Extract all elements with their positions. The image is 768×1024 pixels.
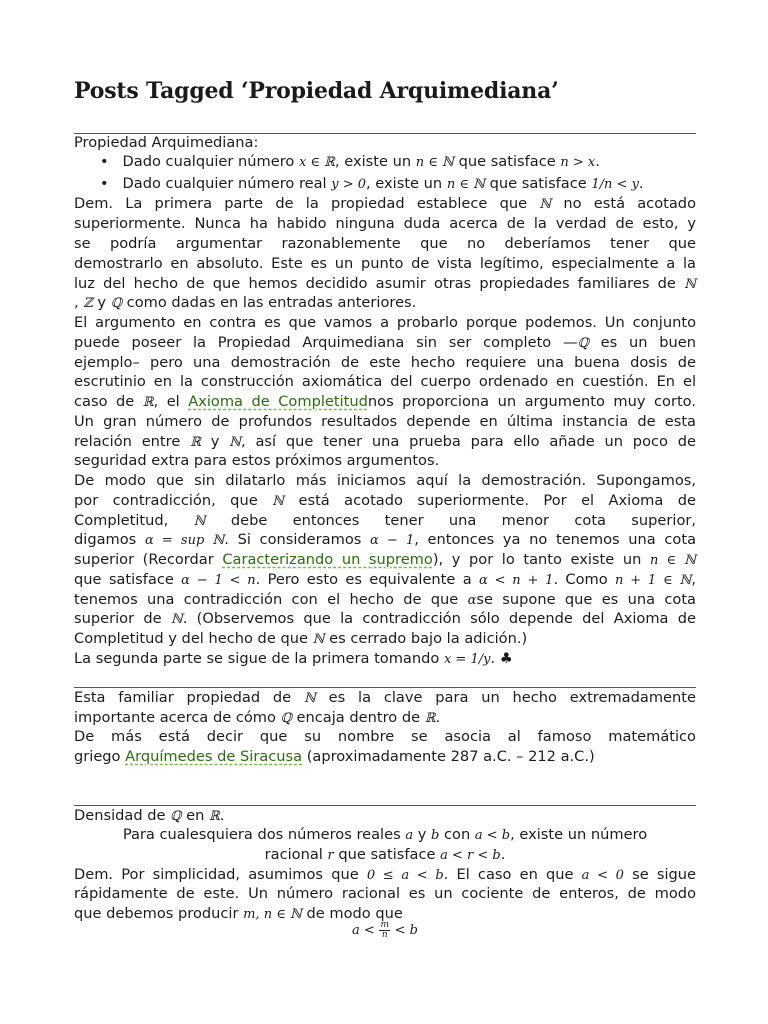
text: que satisface: [338, 846, 436, 863]
text: racional: [264, 846, 323, 863]
text: nos proporciona un argumento muy corto.: [367, 393, 696, 410]
link-axioma-completitud[interactable]: Axioma de Completitud: [188, 393, 368, 410]
text-line: [74, 353, 696, 373]
math: ℕ: [193, 514, 206, 529]
text: que satisface: [489, 175, 587, 192]
text: , existe un número: [510, 826, 648, 843]
text: no está acotado: [563, 195, 696, 212]
text-line: [74, 609, 696, 630]
math: ℚ: [170, 809, 182, 824]
text-line: [74, 708, 696, 729]
text: puede poseer la Propiedad Arquimediana sin ser completo —: [74, 334, 578, 351]
text: (aproximadamente 287 a.C. – 212 a.C.): [306, 748, 595, 765]
page-title: Posts Tagged ‘Propiedad Arquimediana’: [74, 78, 559, 104]
bullet-item: [100, 174, 700, 195]
text: es un buen: [600, 334, 697, 351]
text: .: [595, 153, 600, 170]
math: ℚ: [577, 336, 589, 351]
text: superiormente. Nunca ha habido ninguna duda acerca de la verdad de esto, y: [74, 215, 696, 232]
text: y: [417, 826, 427, 843]
text-line: [74, 570, 696, 591]
text: .: [219, 807, 225, 824]
text: De modo que sin dilatarlo más iniciamos aquí la demostración. Supongamos,: [74, 472, 696, 489]
text: y: [97, 294, 107, 311]
text: con: [444, 826, 471, 843]
text: Dem. La primera parte de la propiedad establece que: [74, 195, 528, 212]
math: ℕ: [539, 197, 552, 212]
text: Para cualesquiera dos números reales: [122, 826, 401, 843]
text: griego: [74, 748, 121, 765]
text: . (Observemos que la contradicción sólo depende del Axioma de: [182, 610, 696, 627]
text: .: [435, 709, 441, 726]
text: ejemplo– pero una demostración de este hecho requiere una buena dosis de: [74, 354, 696, 371]
text: .: [500, 846, 506, 863]
fraction: [379, 921, 390, 940]
text: Dado cualquier número: [122, 153, 295, 170]
text: . Si consideramos: [224, 531, 362, 548]
math: ℝ: [424, 711, 436, 726]
math: α − 1: [370, 533, 415, 548]
text: La segunda parte se sigue de la primera tomando: [74, 650, 440, 667]
text-line: [74, 649, 696, 670]
text: es cerrado bajo la adición.): [329, 630, 528, 647]
text: , existe un: [334, 153, 412, 170]
text: encaja dentro de: [296, 709, 421, 726]
text-line: [74, 293, 696, 314]
text: que debemos producir: [74, 905, 239, 922]
text: ), y por lo tanto existe un: [432, 551, 642, 568]
text: , existe un: [366, 175, 443, 192]
text: tenemos una contradicción con el hecho de que: [74, 591, 459, 608]
text: de modo que: [306, 905, 403, 922]
math: a: [405, 828, 414, 843]
text: .: [490, 650, 496, 667]
text-line: [74, 432, 696, 453]
math: n ∈ ℕ: [446, 177, 485, 192]
text-line: [74, 747, 696, 767]
text-line: [74, 511, 696, 532]
text: luz del hecho de que hemos decidido asumir otras propiedades familiares de: [74, 275, 676, 292]
math: α < n + 1: [478, 573, 554, 588]
text: .: [638, 175, 644, 192]
text-line: [74, 471, 696, 491]
text: n: [381, 929, 388, 940]
text: que satisface: [74, 571, 174, 588]
link-arquimedes[interactable]: Arquímedes de Siracusa: [125, 748, 303, 765]
math: ℕ: [272, 494, 285, 509]
math: ℤ: [83, 296, 93, 311]
text: digamos: [74, 531, 137, 548]
text: escrutinio en la construcción axiomática del cuerpo ordenado en cuestión. En el: [74, 373, 696, 390]
text-line: [74, 550, 696, 571]
math: n > x: [560, 155, 596, 170]
math: ℚ: [280, 711, 292, 726]
text-line: [74, 884, 696, 904]
text: se podría argumentar razonablemente que no deberíamos tener que: [74, 235, 696, 252]
text: demostrarlo en absoluto. Este es un punto de vista legítimo, especialmente a la: [74, 255, 696, 272]
text: Completitud y del hecho de que: [74, 630, 308, 647]
math: n + 1 ∈ ℕ: [615, 573, 692, 588]
text: por contradicción, que: [74, 492, 258, 509]
text: que satisface: [458, 153, 556, 170]
text-line: [74, 234, 696, 254]
math: ℝ: [190, 435, 201, 450]
text: importante acerca de cómo: [74, 709, 276, 726]
math: α − 1 < n: [181, 573, 256, 588]
text: ,: [74, 294, 79, 311]
math: < b: [394, 923, 418, 938]
link-caracterizando-supremo[interactable]: Caracterizando un supremo: [222, 551, 433, 568]
text-line: [74, 254, 696, 274]
math: n ∈ ℕ: [415, 155, 454, 170]
text: •: [100, 175, 109, 192]
math: n ∈ ℕ: [649, 553, 696, 568]
text: en: [186, 807, 205, 824]
text: superior (Recordar: [74, 551, 214, 568]
text: . Como: [553, 571, 608, 588]
math: α = sup ℕ: [144, 533, 225, 548]
text: ,: [691, 571, 696, 588]
text-line: [74, 865, 696, 886]
text: . Pero esto es equivalente a: [255, 571, 472, 588]
text: , así que tener una prueba para ello añade un poco de: [241, 433, 696, 450]
text: se sigue: [632, 866, 696, 883]
math: ℕ: [229, 435, 242, 450]
text-line: [74, 491, 696, 512]
text: Dem. Por simplicidad, asumimos que: [74, 866, 359, 883]
text: es la clave para un hecho extremadamente: [328, 689, 696, 706]
math: a < b: [474, 828, 511, 843]
math: a <: [352, 923, 375, 938]
math: m, n ∈ ℕ: [243, 907, 302, 922]
math: α: [467, 593, 477, 608]
text-line: [74, 194, 696, 215]
text: De más está decir que su nombre se asocia al famoso matemático: [74, 728, 696, 745]
text: como dadas en las entradas anteriores.: [126, 294, 417, 311]
text: . El caso en que: [443, 866, 574, 883]
theorem-line: [74, 825, 696, 846]
text: caso de: [74, 393, 135, 410]
math: a < r < b: [440, 848, 501, 863]
text: m: [380, 919, 389, 930]
text: superior de: [74, 610, 162, 627]
math: x = 1/y: [443, 652, 491, 667]
math: ℝ: [142, 395, 154, 410]
text: Completitud,: [74, 512, 169, 529]
math: ℕ: [684, 277, 697, 292]
math: 1/n < y: [591, 177, 639, 192]
math: 0 ≤ a < b: [366, 868, 444, 883]
text-line: [74, 313, 696, 333]
math: x ∈ ℝ: [298, 155, 335, 170]
math: y > 0: [331, 177, 367, 192]
text: seguridad extra para estos próximos argumentos.: [74, 452, 440, 469]
text: Un gran número de profundos resultados depende en última instancia de esta: [74, 413, 696, 430]
math: ℝ: [208, 809, 220, 824]
text: El argumento en contra es que vamos a probarlo porque podemos. Un conjunto: [74, 314, 696, 331]
text-line: [74, 372, 696, 392]
math: ℕ: [170, 612, 183, 627]
text-line: [74, 214, 696, 234]
club-icon: ♣: [499, 650, 513, 667]
text: , entonces ya no tenemos una cota: [414, 531, 697, 548]
text-line: [74, 333, 696, 354]
display-math: [74, 920, 696, 941]
text-line: [74, 727, 696, 747]
text-line: [74, 451, 696, 471]
text: está acotado superiormente. Por el Axioma de: [298, 492, 697, 509]
text-line: [74, 590, 696, 611]
math: ℕ: [303, 691, 316, 706]
text: , el: [153, 393, 180, 410]
text: rápidamente de este. Un número racional es un cociente de enteros, de modo: [74, 885, 696, 902]
math: ℕ: [312, 632, 325, 647]
text-line: [74, 629, 696, 650]
text: Densidad de: [74, 807, 166, 824]
theorem-line: [74, 845, 696, 866]
text-line: [74, 806, 696, 827]
text-line: [74, 392, 696, 413]
text: se supone que es una cota: [476, 591, 696, 608]
text-line: [74, 274, 696, 295]
math: a < 0: [581, 868, 624, 883]
text: •: [100, 153, 109, 170]
math: b: [431, 828, 440, 843]
section-heading: Propiedad Arquimediana:: [74, 134, 259, 151]
bullet-item: [100, 152, 700, 173]
text-line: [74, 688, 696, 709]
text-line: [74, 412, 696, 432]
text: relación entre: [74, 433, 181, 450]
math: r: [327, 848, 334, 863]
text: debe entonces tener una menor cota superior,: [230, 512, 697, 529]
text: y: [210, 433, 220, 450]
text: Esta familiar propiedad de: [74, 689, 292, 706]
text-line: [74, 530, 696, 551]
text: Dado cualquier número real: [122, 175, 327, 192]
math: ℚ: [110, 296, 123, 311]
